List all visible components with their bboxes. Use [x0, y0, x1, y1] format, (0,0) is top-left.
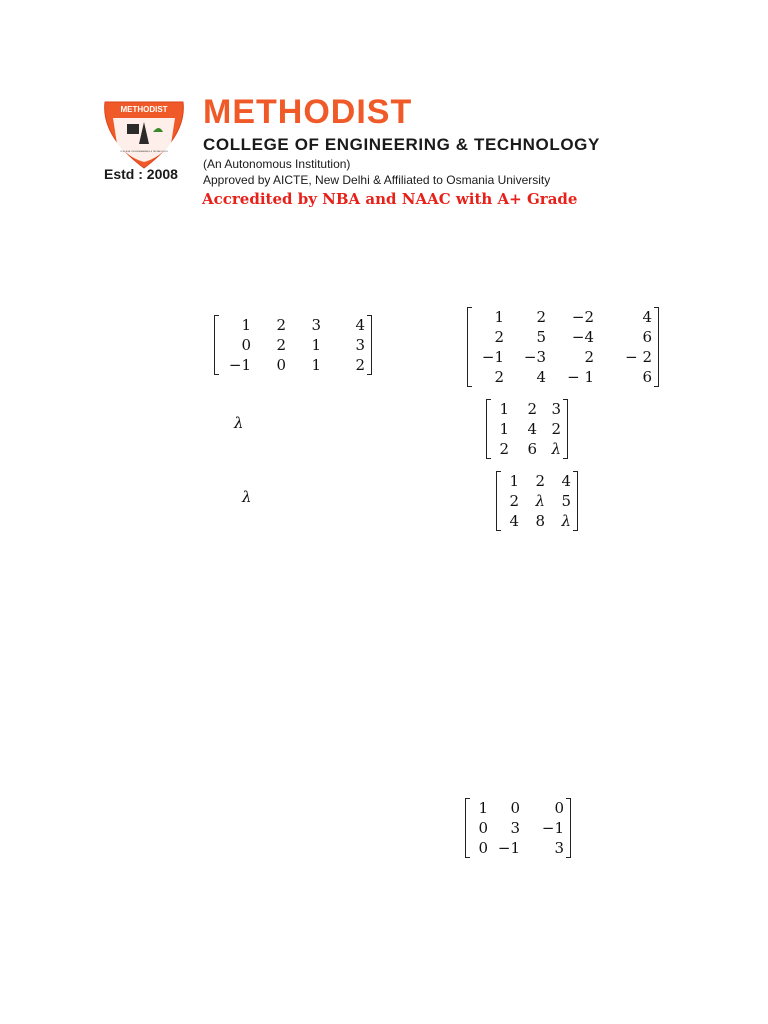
matrix-3 [486, 399, 568, 459]
matrix-cell: λ [535, 492, 545, 510]
matrix-cell: 3 [554, 839, 564, 857]
matrix-cell: 2 [499, 440, 509, 458]
matrix-cell: −3 [523, 348, 546, 366]
college-logo [99, 98, 189, 170]
matrix-cell: −1 [541, 819, 564, 837]
lambda-symbol: λ [242, 488, 252, 506]
matrix-2 [467, 307, 659, 387]
matrix-cell: λ [551, 440, 561, 458]
matrix-cell: 1 [478, 799, 488, 817]
matrix-cell: 6 [642, 328, 652, 346]
matrix-cell: 3 [510, 819, 520, 837]
matrix-cell: 1 [311, 336, 321, 354]
matrix-cell: 1 [499, 420, 509, 438]
matrix-1 [214, 315, 372, 375]
logo-subtext: COLLEGE OF ENGINEERING & TECHNOLOGY [120, 151, 168, 153]
matrix-cell: 2 [527, 400, 537, 418]
matrix-cell: 8 [535, 512, 545, 530]
college-brand-title: METHODIST [203, 93, 413, 131]
matrix-cell: λ [561, 512, 571, 530]
matrix-cell: 4 [527, 420, 537, 438]
college-full-name: COLLEGE OF ENGINEERING & TECHNOLOGY [203, 135, 600, 154]
matrix-cell: 2 [276, 316, 286, 334]
matrix-cell: 0 [554, 799, 564, 817]
matrix-cell: 4 [536, 368, 546, 386]
matrix-cell: 0 [510, 799, 520, 817]
matrix-4 [496, 471, 578, 531]
matrix-cell: 6 [527, 440, 537, 458]
matrix-cell: 2 [509, 492, 519, 510]
matrix-cell: 4 [642, 308, 652, 326]
matrix-cell: 4 [509, 512, 519, 530]
matrix-cell: 5 [536, 328, 546, 346]
accreditation-line: Accredited by NBA and NAAC with A+ Grade [202, 190, 578, 208]
lambda-symbol: λ [234, 414, 244, 432]
matrix-cell: 0 [276, 356, 286, 374]
matrix-cell: 2 [494, 368, 504, 386]
matrix-cell: 1 [499, 400, 509, 418]
matrix-cell: 2 [276, 336, 286, 354]
matrix-cell: 3 [311, 316, 321, 334]
matrix-cell: 2 [355, 356, 365, 374]
matrix-cell: 1 [509, 472, 519, 490]
matrix-cell: −4 [571, 328, 594, 346]
matrix-cell: 0 [478, 839, 488, 857]
matrix-cell: 4 [355, 316, 365, 334]
matrix-cell: −1 [481, 348, 504, 366]
matrix-cell: −1 [228, 356, 251, 374]
autonomous-note: (An Autonomous Institution) [203, 157, 351, 171]
matrix-cell: 3 [355, 336, 365, 354]
logo-text: METHODIST [120, 105, 168, 114]
matrix-cell: 0 [478, 819, 488, 837]
matrix-cell: −1 [497, 839, 520, 857]
matrix-cell: − 1 [567, 368, 594, 386]
matrix-cell: 2 [494, 328, 504, 346]
matrix-cell: 3 [551, 400, 561, 418]
matrix-cell: 1 [241, 316, 251, 334]
approval-note: Approved by AICTE, New Delhi & Affiliated to Osmania University [203, 173, 551, 187]
matrix-cell: 2 [536, 308, 546, 326]
matrix-cell: 6 [642, 368, 652, 386]
matrix-cell: 5 [561, 492, 571, 510]
matrix-cell: 1 [494, 308, 504, 326]
matrix-cell: 0 [241, 336, 251, 354]
matrix-cell: 1 [311, 356, 321, 374]
matrix-cell: 2 [551, 420, 561, 438]
matrix-5 [465, 798, 571, 858]
matrix-cell: 2 [535, 472, 545, 490]
matrix-cell: −2 [571, 308, 594, 326]
established-year: Estd : 2008 [104, 166, 178, 182]
matrix-cell: 2 [584, 348, 594, 366]
matrix-cell: 4 [561, 472, 571, 490]
matrix-cell: − 2 [625, 348, 652, 366]
